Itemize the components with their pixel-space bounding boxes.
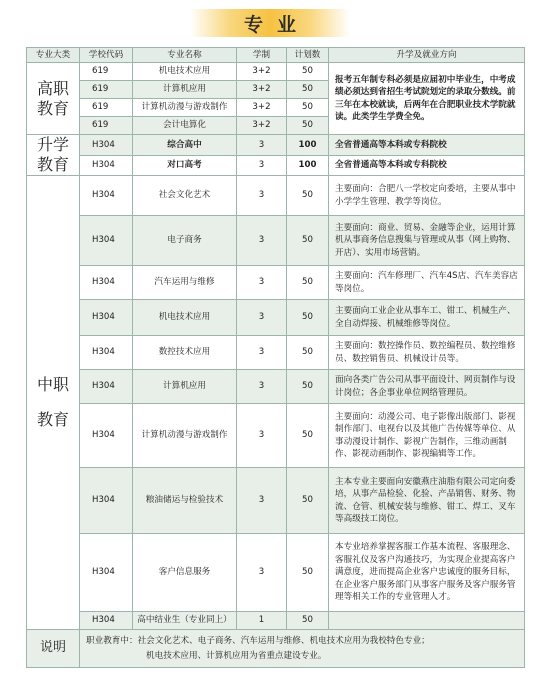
- header-program-name: 专业名称: [133, 48, 237, 63]
- cell-direction: 主要面向：汽车修理厂、汽车4S店、汽车美容店等岗位。: [329, 266, 525, 300]
- cell-plan: 50: [287, 370, 329, 404]
- cell-plan: 100: [287, 155, 329, 176]
- cell-plan: 50: [287, 176, 329, 216]
- note-line: 机电技术应用、计算机应用为省重点建设专业。: [146, 650, 327, 661]
- cell-name: 计算机动漫与游戏制作: [133, 404, 237, 468]
- cell-years: 3: [237, 266, 287, 300]
- cell-years: 3: [237, 336, 287, 370]
- cell-code: H304: [80, 216, 133, 266]
- cell-direction: 全省普通高等本科或专科院校: [329, 155, 525, 176]
- note-label: 说明: [27, 630, 80, 668]
- page-title: 专业: [190, 9, 350, 37]
- cell-name: 对口高考: [133, 155, 237, 176]
- cell-direction: 主要面向工业企业从事车工、钳工、机械生产、全自动焊接、机械维修等岗位。: [329, 300, 525, 336]
- cell-code: 619: [80, 117, 133, 135]
- cell-plan: 50: [287, 117, 329, 135]
- cell-plan: 50: [287, 300, 329, 336]
- cell-plan: 50: [287, 216, 329, 266]
- cell-plan: 50: [287, 336, 329, 370]
- cell-plan: 50: [287, 534, 329, 612]
- cell-plan: 50: [287, 404, 329, 468]
- cell-name: 高中结业生（专业同上）: [133, 612, 237, 630]
- cell-direction-gaozhi: 报考五年制专科必须是应届初中毕业生，中考成绩必须达到省招生考试院划定的录取分数线。前三年在本校就读，后两年在合肥职业技术学院就读。此类学生学费全免。: [329, 63, 525, 135]
- cell-plan: 100: [287, 135, 329, 156]
- header-category: 专业大类: [27, 48, 80, 63]
- table-row: [27, 612, 525, 630]
- cell-years: 3: [237, 300, 287, 336]
- table-row: [27, 336, 525, 370]
- cell-plan: 50: [287, 81, 329, 99]
- table-row: [27, 216, 525, 266]
- cell-code: H304: [80, 155, 133, 176]
- cell-name: 计算机应用: [133, 370, 237, 404]
- cell-years: 3: [237, 370, 287, 404]
- cell-direction: 全省普通高等本科或专科院校: [329, 135, 525, 156]
- cell-code: 619: [80, 99, 133, 117]
- header-school-code: 学校代码: [80, 48, 133, 63]
- table-row: [27, 534, 525, 612]
- cell-plan: 50: [287, 612, 329, 630]
- cell-years: 3: [237, 534, 287, 612]
- table-row: [27, 266, 525, 300]
- cell-code: H304: [80, 534, 133, 612]
- table-row: [27, 135, 525, 156]
- table-row: [27, 155, 525, 176]
- cell-years: 3+2: [237, 81, 287, 99]
- note-row: [27, 630, 525, 668]
- cell-name: 粮油储运与检验技术: [133, 468, 237, 534]
- cell-plan: 50: [287, 468, 329, 534]
- table-row: [27, 176, 525, 216]
- cell-code: H304: [80, 336, 133, 370]
- cell-years: 3+2: [237, 63, 287, 81]
- cell-years: 3: [237, 155, 287, 176]
- cell-name: 会计电算化: [133, 117, 237, 135]
- cell-code: H304: [80, 370, 133, 404]
- cell-name: 电子商务: [133, 216, 237, 266]
- table-row: [27, 404, 525, 468]
- cell-code: H304: [80, 468, 133, 534]
- header-plan: 计划数: [287, 48, 329, 63]
- cell-years: 3: [237, 135, 287, 156]
- cell-code: H304: [80, 135, 133, 156]
- cell-years: 3+2: [237, 117, 287, 135]
- table-row: [27, 468, 525, 534]
- note-content: [80, 630, 525, 668]
- cell-plan: 50: [287, 63, 329, 81]
- header-years: 学制: [237, 48, 287, 63]
- program-table: [26, 47, 525, 668]
- cell-code: 619: [80, 81, 133, 99]
- cell-direction: 主要面向：商业、贸易、金融等企业，运用计算机从事商务信息搜集与管理或从事（网上购物、开店）、实用市场营销。: [329, 216, 525, 266]
- group-shengxue: 升学教育: [27, 135, 80, 176]
- cell-name: 计算机应用: [133, 81, 237, 99]
- table-row: [27, 300, 525, 336]
- cell-plan: 50: [287, 266, 329, 300]
- cell-code: H304: [80, 404, 133, 468]
- cell-years: 3: [237, 216, 287, 266]
- header-direction: 升学及就业方向: [329, 48, 525, 63]
- cell-name: 数控技术应用: [133, 336, 237, 370]
- cell-years: 3+2: [237, 99, 287, 117]
- cell-name: 机电技术应用: [133, 63, 237, 81]
- cell-code: H304: [80, 176, 133, 216]
- cell-direction: 本专业培养掌握客服工作基本流程、客服理念、客服礼仪及客户沟通技巧，为实现企业提高客户满意度，进而提高企业客户忠诚度的服务目标，在企业客户服务部门从事客户服务及客户服务管理等相关工作的专业管理人才。: [329, 534, 525, 612]
- table-row: [27, 370, 525, 404]
- cell-name: 综合高中: [133, 135, 237, 156]
- cell-direction: 面向各类广告公司从事平面设计、网页制作与设计岗位；各企事业单位网络管理员。: [329, 370, 525, 404]
- cell-years: 3: [237, 176, 287, 216]
- cell-direction: 主要面向：动漫公司、电子影像出版部门、影视制作部门、电视台以及其他广告传媒等单位、从事动漫设计制作、影视广告制作，三维动画制作、影视动画制作、影视编辑等工作。: [329, 404, 525, 468]
- table-header-row: [27, 48, 525, 63]
- table-row: [27, 63, 525, 81]
- cell-code: H304: [80, 612, 133, 630]
- cell-code: H304: [80, 266, 133, 300]
- cell-name: 客户信息服务: [133, 534, 237, 612]
- group-gaozhi: 高职教育: [27, 63, 80, 135]
- cell-direction: 主本专业主要面向安徽燕庄油脂有限公司定向委培，从事产品检验、化验、产品销售、财务、物流、仓管、机械安装与维修、钳工、焊工、叉车等高级技工岗位。: [329, 468, 525, 534]
- cell-years: 3: [237, 468, 287, 534]
- cell-direction: 主要面向：数控操作员、数控编程员、数控维修员、数控销售员、机械设计员等。: [329, 336, 525, 370]
- cell-years: 3: [237, 404, 287, 468]
- cell-name: 机电技术应用: [133, 300, 237, 336]
- cell-plan: 50: [287, 99, 329, 117]
- cell-name: 计算机动漫与游戏制作: [133, 99, 237, 117]
- cell-code: 619: [80, 63, 133, 81]
- cell-years: 1: [237, 612, 287, 630]
- cell-code: H304: [80, 300, 133, 336]
- cell-direction: 主要面向：合肥八一学校定向委培，主要从事中小学学生管理、教学等岗位。: [329, 176, 525, 216]
- group-zhongzhi: 中职教育: [27, 176, 80, 630]
- cell-name: 社会文化艺术: [133, 176, 237, 216]
- cell-direction: [329, 612, 525, 630]
- note-line: 职业教育中：社会文化艺术、电子商务、汽车运用与维修、机电技术应用为我校特色专业；: [86, 635, 430, 646]
- cell-name: 汽车运用与维修: [133, 266, 237, 300]
